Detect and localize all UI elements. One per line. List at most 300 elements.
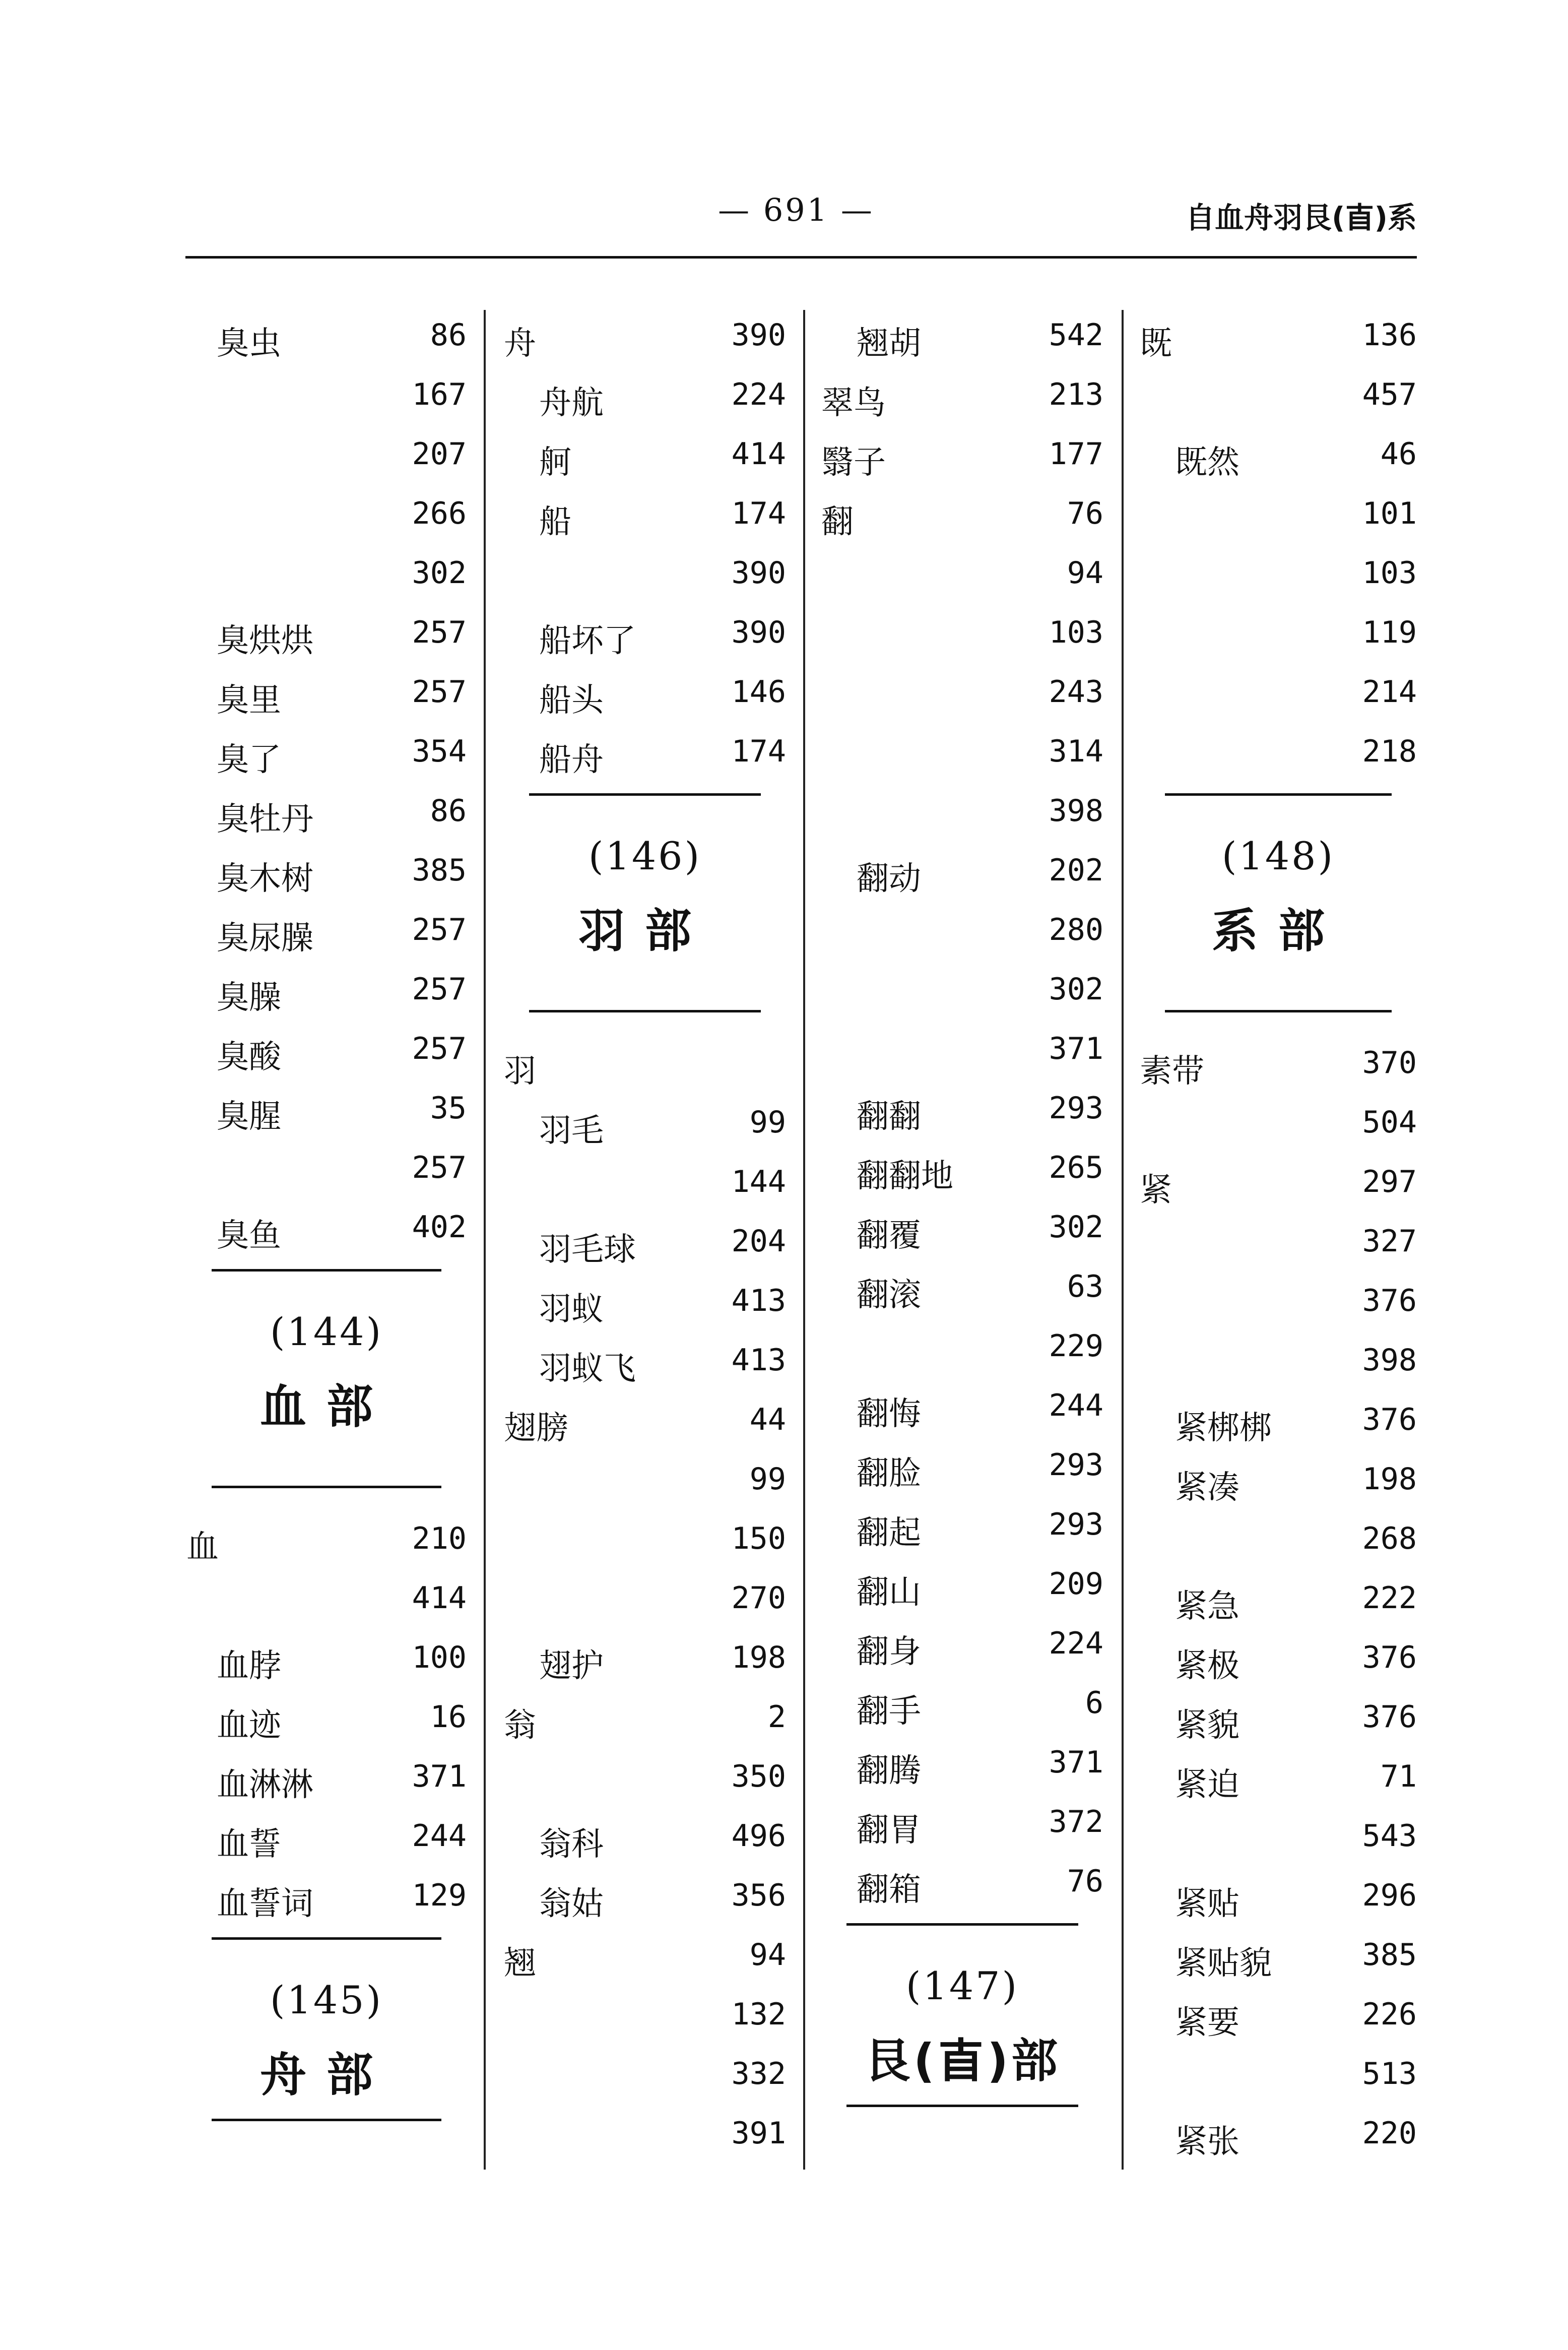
entry-page-number: 218 bbox=[1362, 734, 1417, 769]
index-entry bbox=[1140, 1803, 1417, 1863]
entry-page-number: 402 bbox=[412, 1210, 467, 1245]
entry-page-number: 44 bbox=[749, 1402, 786, 1437]
entry-page-number: 257 bbox=[412, 912, 467, 947]
index-entry bbox=[186, 362, 467, 421]
index-entry bbox=[186, 302, 467, 362]
section-rule bbox=[212, 1486, 441, 1488]
entry-page-number: 202 bbox=[1049, 853, 1103, 888]
index-entry bbox=[821, 897, 1103, 957]
entry-list bbox=[504, 1030, 786, 2160]
index-entry bbox=[186, 1135, 467, 1194]
index-column-2 bbox=[504, 302, 786, 2160]
section-number: (144) bbox=[270, 1309, 383, 1354]
entry-page-number: 327 bbox=[1362, 1224, 1417, 1259]
index-entry bbox=[1140, 2101, 1417, 2160]
entry-list bbox=[186, 302, 467, 1254]
entry-page-number: 293 bbox=[1049, 1091, 1103, 1126]
entry-page-number: 99 bbox=[749, 1462, 786, 1497]
entry-term: 翻悔 bbox=[857, 1395, 921, 1433]
entry-page-number: 543 bbox=[1362, 1818, 1417, 1854]
entry-page-number: 371 bbox=[1049, 1031, 1103, 1066]
entry-page-number: 414 bbox=[412, 1580, 467, 1616]
entry-term: 翻覆 bbox=[857, 1217, 921, 1254]
entry-page-number: 413 bbox=[731, 1283, 786, 1318]
index-entry bbox=[504, 1982, 786, 2041]
entry-page-number: 371 bbox=[1049, 1745, 1103, 1780]
entry-term: 舸 bbox=[539, 444, 571, 481]
entry-term: 臭里 bbox=[217, 682, 281, 719]
index-entry bbox=[821, 1551, 1103, 1611]
entry-page-number: 99 bbox=[749, 1105, 786, 1140]
entry-page-number: 293 bbox=[1049, 1507, 1103, 1542]
entry-page-number: 2 bbox=[767, 1699, 786, 1735]
page-header bbox=[0, 0, 1568, 272]
index-entry bbox=[821, 1254, 1103, 1313]
entry-term: 紧 bbox=[1140, 1172, 1172, 1209]
entry-page-number: 266 bbox=[412, 496, 467, 531]
entry-term: 臭酸 bbox=[217, 1039, 281, 1076]
section-heading-145 bbox=[186, 1922, 467, 2144]
entry-term: 翻翻 bbox=[857, 1098, 921, 1135]
index-entry bbox=[821, 1135, 1103, 1194]
entry-page-number: 100 bbox=[412, 1640, 467, 1675]
entry-term: 翘 bbox=[504, 1945, 536, 1982]
index-entry bbox=[1140, 1327, 1417, 1387]
entry-page-number: 350 bbox=[731, 1759, 786, 1794]
index-entry bbox=[504, 1744, 786, 1803]
index-entry bbox=[821, 1611, 1103, 1670]
index-entry bbox=[821, 1373, 1103, 1432]
entry-page-number: 86 bbox=[430, 317, 467, 353]
index-entry bbox=[186, 1863, 467, 1922]
entry-page-number: 391 bbox=[731, 2116, 786, 2151]
index-entry bbox=[504, 1149, 786, 1209]
entry-term: 翻 bbox=[821, 503, 854, 541]
index-entry bbox=[504, 1625, 786, 1684]
index-entry bbox=[186, 778, 467, 838]
index-entry bbox=[504, 1565, 786, 1625]
entry-term: 臭了 bbox=[217, 741, 281, 779]
entry-page-number: 150 bbox=[731, 1521, 786, 1556]
index-entry bbox=[186, 719, 467, 778]
index-entry bbox=[821, 302, 1103, 362]
entry-page-number: 257 bbox=[412, 674, 467, 710]
entry-term: 既 bbox=[1140, 325, 1172, 362]
entry-page-number: 371 bbox=[412, 1759, 467, 1794]
index-entry bbox=[504, 719, 786, 778]
entry-page-number: 280 bbox=[1049, 912, 1103, 947]
entry-page-number: 293 bbox=[1049, 1447, 1103, 1483]
entry-term: 紧极 bbox=[1175, 1647, 1239, 1685]
section-number: (145) bbox=[270, 1978, 383, 2022]
index-entry bbox=[504, 302, 786, 362]
section-name: 血部 bbox=[259, 1380, 393, 1434]
index-column-1 bbox=[186, 302, 467, 2144]
entry-page-number: 314 bbox=[1049, 734, 1103, 769]
index-entry bbox=[504, 1268, 786, 1327]
index-entry bbox=[504, 1803, 786, 1863]
entry-list bbox=[186, 1506, 467, 1922]
entry-page-number: 244 bbox=[1049, 1388, 1103, 1423]
entry-list bbox=[821, 302, 1103, 1908]
index-entry bbox=[504, 1863, 786, 1922]
index-entry bbox=[1140, 481, 1417, 540]
entry-term: 舟航 bbox=[539, 385, 604, 422]
entry-term: 紧迫 bbox=[1175, 1766, 1239, 1804]
entry-term: 紧急 bbox=[1175, 1588, 1239, 1625]
entry-page-number: 204 bbox=[731, 1224, 786, 1259]
entry-list bbox=[1140, 302, 1417, 778]
entry-term: 紧要 bbox=[1175, 2004, 1239, 2042]
section-name: 羽部 bbox=[578, 904, 711, 958]
entry-term: 翻滚 bbox=[857, 1277, 921, 1314]
entry-term: 船 bbox=[539, 503, 571, 541]
section-name: 系部 bbox=[1211, 904, 1345, 958]
entry-term: 翻腾 bbox=[857, 1752, 921, 1790]
entry-page-number: 209 bbox=[1049, 1566, 1103, 1602]
entry-page-number: 63 bbox=[1067, 1269, 1103, 1304]
entry-page-number: 457 bbox=[1362, 377, 1417, 412]
entry-term: 翻箱 bbox=[857, 1871, 921, 1909]
index-entry bbox=[186, 540, 467, 600]
entry-term: 羽蚁 bbox=[539, 1291, 604, 1328]
entry-term: 臭鱼 bbox=[217, 1217, 281, 1254]
entry-page-number: 390 bbox=[731, 615, 786, 650]
entry-page-number: 302 bbox=[1049, 972, 1103, 1007]
index-entry bbox=[186, 957, 467, 1016]
section-rule bbox=[529, 1010, 761, 1012]
entry-page-number: 398 bbox=[1362, 1343, 1417, 1378]
index-entry bbox=[504, 2101, 786, 2160]
section-rule bbox=[846, 1923, 1078, 1926]
entry-page-number: 356 bbox=[731, 1878, 786, 1913]
entry-page-number: 146 bbox=[731, 674, 786, 710]
entry-page-number: 243 bbox=[1049, 674, 1103, 710]
entry-page-number: 213 bbox=[1049, 377, 1103, 412]
index-entry bbox=[1140, 719, 1417, 778]
index-entry bbox=[1140, 1922, 1417, 1982]
entry-term: 翳子 bbox=[821, 444, 886, 481]
entry-page-number: 370 bbox=[1362, 1045, 1417, 1081]
index-entry bbox=[504, 421, 786, 481]
entry-page-number: 542 bbox=[1049, 317, 1103, 353]
index-entry bbox=[186, 838, 467, 897]
entry-page-number: 302 bbox=[1049, 1210, 1103, 1245]
entry-page-number: 198 bbox=[731, 1640, 786, 1675]
entry-page-number: 103 bbox=[1362, 555, 1417, 591]
entry-page-number: 257 bbox=[412, 1031, 467, 1066]
index-entry bbox=[186, 1016, 467, 1075]
index-entry bbox=[821, 1789, 1103, 1849]
entry-term: 翅膀 bbox=[504, 1410, 568, 1447]
index-entry bbox=[186, 659, 467, 719]
entry-page-number: 207 bbox=[412, 436, 467, 472]
index-entry bbox=[821, 957, 1103, 1016]
index-entry bbox=[186, 1625, 467, 1684]
entry-page-number: 376 bbox=[1362, 1640, 1417, 1675]
index-entry bbox=[1140, 2041, 1417, 2101]
entry-page-number: 94 bbox=[1067, 555, 1103, 591]
header-rule bbox=[185, 256, 1417, 259]
entry-term: 紧贴貌 bbox=[1175, 1945, 1272, 1982]
index-entry bbox=[186, 1194, 467, 1254]
entry-page-number: 414 bbox=[731, 436, 786, 472]
index-entry bbox=[1140, 1446, 1417, 1506]
entry-page-number: 244 bbox=[412, 1818, 467, 1854]
index-entry bbox=[821, 1670, 1103, 1730]
entry-term: 血誓 bbox=[217, 1826, 281, 1863]
index-column-4 bbox=[1140, 302, 1417, 2160]
entry-page-number: 296 bbox=[1362, 1878, 1417, 1913]
entry-page-number: 385 bbox=[1362, 1937, 1417, 1973]
index-entry bbox=[821, 1849, 1103, 1908]
entry-page-number: 136 bbox=[1362, 317, 1417, 353]
entry-term: 血淋淋 bbox=[217, 1766, 313, 1804]
entry-page-number: 376 bbox=[1362, 1402, 1417, 1437]
entry-page-number: 257 bbox=[412, 615, 467, 650]
index-entry bbox=[1140, 1863, 1417, 1922]
entry-page-number: 144 bbox=[731, 1164, 786, 1199]
entry-term: 船坏了 bbox=[539, 622, 636, 660]
entry-page-number: 496 bbox=[731, 1818, 786, 1854]
entry-term: 臭牡丹 bbox=[217, 801, 313, 838]
index-entry bbox=[821, 1432, 1103, 1492]
entry-term: 臭腥 bbox=[217, 1098, 281, 1135]
entry-page-number: 103 bbox=[1049, 615, 1103, 650]
entry-term: 翁 bbox=[504, 1707, 536, 1744]
entry-page-number: 16 bbox=[430, 1699, 467, 1735]
entry-term: 翻脸 bbox=[857, 1455, 921, 1492]
entry-term: 翁姑 bbox=[539, 1885, 604, 1923]
index-entry bbox=[504, 2041, 786, 2101]
entry-term: 翅护 bbox=[539, 1647, 604, 1685]
index-entry bbox=[1140, 600, 1417, 659]
index-entry bbox=[186, 1803, 467, 1863]
entry-page-number: 385 bbox=[412, 853, 467, 888]
entry-term: 臭木树 bbox=[217, 860, 313, 898]
entry-term: 血誓词 bbox=[217, 1885, 313, 1923]
index-entry bbox=[1140, 302, 1417, 362]
entry-term: 素带 bbox=[1140, 1053, 1204, 1090]
column-divider bbox=[803, 310, 805, 2170]
entry-page-number: 226 bbox=[1362, 1997, 1417, 2032]
index-entry bbox=[1140, 540, 1417, 600]
entry-term: 紧梆梆 bbox=[1175, 1410, 1272, 1447]
entry-list bbox=[504, 302, 786, 778]
section-heading-147 bbox=[821, 1908, 1103, 2130]
index-entry bbox=[821, 1016, 1103, 1075]
entry-page-number: 224 bbox=[731, 377, 786, 412]
entry-term: 紧凑 bbox=[1175, 1469, 1239, 1506]
entry-term: 翻翻地 bbox=[857, 1158, 953, 1195]
index-entry bbox=[1140, 1268, 1417, 1327]
entry-page-number: 229 bbox=[1049, 1328, 1103, 1364]
index-entry bbox=[821, 1492, 1103, 1551]
entry-page-number: 6 bbox=[1085, 1685, 1103, 1721]
section-rule bbox=[1165, 1010, 1392, 1012]
entry-page-number: 76 bbox=[1067, 1864, 1103, 1899]
section-rule bbox=[212, 1937, 441, 1940]
index-entry bbox=[504, 362, 786, 421]
entry-term: 血迹 bbox=[217, 1707, 281, 1744]
index-entry bbox=[1140, 1090, 1417, 1149]
index-entry bbox=[821, 719, 1103, 778]
entry-term: 翁科 bbox=[539, 1826, 604, 1863]
entry-page-number: 297 bbox=[1362, 1164, 1417, 1199]
entry-page-number: 132 bbox=[731, 1997, 786, 2032]
running-title: 自血舟羽艮(𥃭)系 bbox=[1185, 201, 1417, 235]
section-number: (148) bbox=[1221, 834, 1335, 878]
index-entry bbox=[821, 362, 1103, 421]
entry-page-number: 167 bbox=[412, 377, 467, 412]
entry-page-number: 332 bbox=[731, 2056, 786, 2091]
index-entry bbox=[1140, 1030, 1417, 1090]
entry-list bbox=[1140, 1030, 1417, 2160]
index-entry bbox=[504, 1327, 786, 1387]
entry-term: 血脖 bbox=[217, 1647, 281, 1685]
entry-term: 紧张 bbox=[1175, 2123, 1239, 2161]
entry-term: 臭虫 bbox=[217, 325, 281, 362]
index-entry bbox=[821, 1313, 1103, 1373]
index-entry bbox=[186, 1565, 467, 1625]
entry-term: 翠鸟 bbox=[821, 385, 886, 422]
section-rule bbox=[529, 793, 761, 796]
index-entry bbox=[821, 1194, 1103, 1254]
entry-term: 臭臊 bbox=[217, 979, 281, 1017]
section-rule bbox=[846, 2105, 1078, 2107]
entry-page-number: 210 bbox=[412, 1521, 467, 1556]
index-entry bbox=[1140, 1565, 1417, 1625]
entry-term: 翻动 bbox=[857, 860, 921, 898]
entry-page-number: 504 bbox=[1362, 1105, 1417, 1140]
index-entry bbox=[1140, 362, 1417, 421]
entry-page-number: 390 bbox=[731, 555, 786, 591]
entry-page-number: 94 bbox=[749, 1937, 786, 1973]
entry-page-number: 398 bbox=[1049, 793, 1103, 829]
index-entry bbox=[504, 1387, 786, 1446]
section-heading-148 bbox=[1140, 778, 1417, 1030]
entry-page-number: 257 bbox=[412, 972, 467, 1007]
index-entry bbox=[821, 838, 1103, 897]
entry-page-number: 177 bbox=[1049, 436, 1103, 472]
entry-page-number: 372 bbox=[1049, 1804, 1103, 1839]
entry-page-number: 86 bbox=[430, 793, 467, 829]
index-entry bbox=[821, 1730, 1103, 1789]
index-entry bbox=[186, 421, 467, 481]
entry-page-number: 513 bbox=[1362, 2056, 1417, 2091]
index-entry bbox=[821, 1075, 1103, 1135]
page-number: — 691 — bbox=[718, 192, 874, 228]
entry-page-number: 214 bbox=[1362, 674, 1417, 710]
entry-term: 翻手 bbox=[857, 1693, 921, 1730]
entry-term: 翻山 bbox=[857, 1574, 921, 1611]
entry-term: 翻身 bbox=[857, 1633, 921, 1671]
section-rule bbox=[212, 2119, 441, 2121]
index-entry bbox=[186, 481, 467, 540]
index-entry bbox=[504, 540, 786, 600]
entry-page-number: 174 bbox=[731, 734, 786, 769]
entry-term: 羽毛球 bbox=[539, 1231, 636, 1268]
entry-page-number: 390 bbox=[731, 317, 786, 353]
entry-page-number: 129 bbox=[412, 1878, 467, 1913]
entry-page-number: 76 bbox=[1067, 496, 1103, 531]
index-entry bbox=[186, 600, 467, 659]
index-entry bbox=[504, 659, 786, 719]
index-entry bbox=[821, 659, 1103, 719]
index-entry bbox=[821, 778, 1103, 838]
index-entry bbox=[1140, 1982, 1417, 2041]
index-entry bbox=[1140, 1684, 1417, 1744]
entry-page-number: 376 bbox=[1362, 1699, 1417, 1735]
entry-term: 血 bbox=[186, 1529, 219, 1566]
entry-term: 既然 bbox=[1175, 444, 1239, 481]
index-entry bbox=[821, 481, 1103, 540]
index-entry bbox=[821, 421, 1103, 481]
entry-page-number: 174 bbox=[731, 496, 786, 531]
index-entry bbox=[1140, 659, 1417, 719]
entry-term: 羽蚁飞 bbox=[539, 1350, 636, 1387]
section-number: (147) bbox=[905, 1963, 1019, 2008]
entry-term: 紧贴 bbox=[1175, 1885, 1239, 1923]
entry-page-number: 265 bbox=[1049, 1150, 1103, 1185]
column-divider bbox=[1122, 310, 1124, 2170]
index-entry bbox=[1140, 1744, 1417, 1803]
entry-page-number: 413 bbox=[731, 1343, 786, 1378]
entry-term: 船头 bbox=[539, 682, 604, 719]
entry-term: 翘胡 bbox=[857, 325, 921, 362]
index-entry bbox=[504, 1684, 786, 1744]
index-entry bbox=[186, 1744, 467, 1803]
index-entry bbox=[1140, 1387, 1417, 1446]
index-column-3 bbox=[821, 302, 1103, 2130]
entry-page-number: 101 bbox=[1362, 496, 1417, 531]
entry-page-number: 35 bbox=[430, 1091, 467, 1126]
section-number: (146) bbox=[588, 834, 702, 878]
entry-page-number: 224 bbox=[1049, 1626, 1103, 1661]
entry-term: 船舟 bbox=[539, 741, 604, 779]
entry-page-number: 257 bbox=[412, 1150, 467, 1185]
index-entry bbox=[821, 540, 1103, 600]
index-entry bbox=[821, 600, 1103, 659]
index-entry bbox=[186, 1684, 467, 1744]
entry-page-number: 46 bbox=[1380, 436, 1417, 472]
index-entry bbox=[186, 1506, 467, 1565]
section-name: 舟部 bbox=[259, 2048, 393, 2102]
entry-page-number: 198 bbox=[1362, 1462, 1417, 1497]
section-heading-146 bbox=[504, 778, 786, 1030]
entry-page-number: 376 bbox=[1362, 1283, 1417, 1318]
index-entry bbox=[504, 1506, 786, 1565]
index-entry bbox=[504, 600, 786, 659]
index-entry bbox=[504, 1209, 786, 1268]
index-entry bbox=[504, 1090, 786, 1149]
entry-term: 羽毛 bbox=[539, 1112, 604, 1150]
index-entry bbox=[504, 1922, 786, 1982]
section-name: 艮(𥃭)部 bbox=[864, 2034, 1061, 2088]
entry-page-number: 119 bbox=[1362, 615, 1417, 650]
entry-page-number: 270 bbox=[731, 1580, 786, 1616]
index-entry bbox=[1140, 1209, 1417, 1268]
entry-term: 臭烘烘 bbox=[217, 622, 313, 660]
entry-term: 舟 bbox=[504, 325, 536, 362]
entry-page-number: 220 bbox=[1362, 2116, 1417, 2151]
index-entry bbox=[186, 897, 467, 957]
entry-term: 臭尿臊 bbox=[217, 920, 313, 957]
section-rule bbox=[212, 1269, 441, 1272]
entry-term: 翻胃 bbox=[857, 1812, 921, 1849]
entry-page-number: 302 bbox=[412, 555, 467, 591]
section-rule bbox=[1165, 793, 1392, 796]
